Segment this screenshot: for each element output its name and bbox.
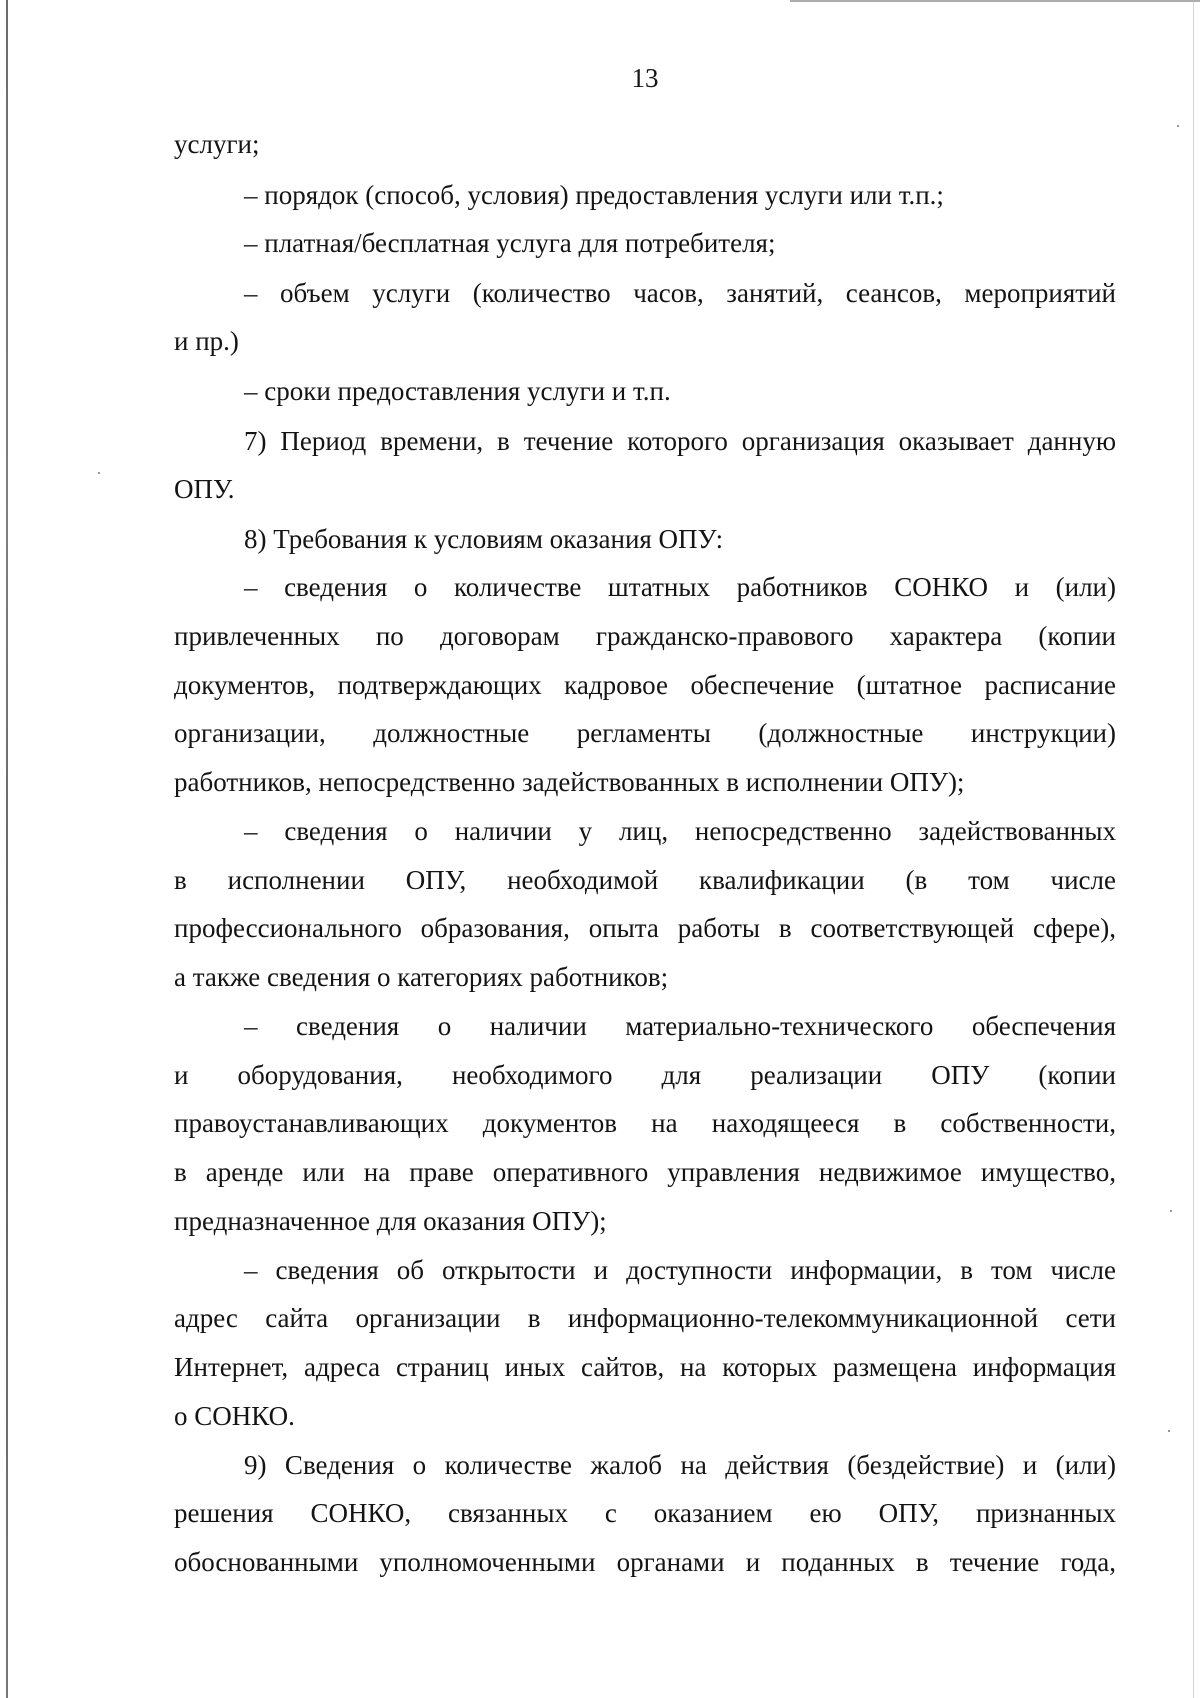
page-number: 13 (631, 63, 659, 93)
text-line: работников, непосредственно задействованных в исполнении ОПУ); (174, 767, 965, 797)
text-line: в исполнении ОПУ, необходимой квалификации (в том числе (174, 865, 1116, 895)
text-line: 9) Сведения о количестве жалоб на действия (бездействие) и (или) (244, 1450, 1116, 1480)
text-line: профессионального образования, опыта работы в соответствующей сфере), (174, 913, 1116, 943)
text-line: правоустанавливающих документов на находящееся в собственности, (174, 1108, 1116, 1138)
text-line: – сведения о наличии у лиц, непосредственно задействованных (244, 816, 1116, 846)
text-line: а также сведения о категориях работников; (174, 962, 669, 992)
text-line: – сроки предоставления услуги и т.п. (244, 376, 671, 406)
scan-speck (1177, 125, 1179, 127)
text-line: – платная/бесплатная услуга для потребителя; (244, 228, 776, 258)
text-line: документов, подтверждающих кадровое обеспечение (штатное расписание (174, 670, 1116, 700)
text-line: – сведения о количестве штатных работников СОНКО и (или) (244, 572, 1116, 602)
text-line: организации, должностные регламенты (должностные инструкции) (174, 718, 1116, 748)
text-line: адрес сайта организации в информационно-телекоммуникационной сети (174, 1303, 1116, 1333)
text-line: Интернет, адреса страниц иных сайтов, на которых размещена информация (174, 1352, 1116, 1382)
scan-right-edge (1193, 0, 1194, 1698)
scan-speck (98, 472, 100, 474)
text-line: услуги; (174, 129, 260, 159)
text-line: 7) Период времени, в течение которого организация оказывает данную (244, 426, 1116, 456)
text-line: решения СОНКО, связанных с оказанием ею ОПУ, признанных (174, 1498, 1116, 1528)
scan-binding-edge (6, 0, 8, 1698)
text-line: предназначенное для оказания ОПУ); (174, 1206, 607, 1236)
text-line: привлеченных по договорам гражданско-правового характера (копии (174, 621, 1116, 651)
scan-speck (1170, 1210, 1172, 1212)
text-line: ОПУ. (174, 474, 235, 504)
text-line: в аренде или на праве оперативного управления недвижимое имущество, (174, 1157, 1116, 1187)
scan-speck (1168, 1430, 1170, 1432)
text-line: – сведения о наличии материально-технического обеспечения (244, 1011, 1116, 1041)
text-line: и пр.) (174, 326, 239, 356)
text-line: – порядок (способ, условия) предоставления услуги или т.п.; (244, 180, 944, 210)
text-line: о СОНКО. (174, 1401, 295, 1431)
text-line: обоснованными уполномоченными органами и поданных в течение года, (174, 1547, 1116, 1577)
scan-top-edge (790, 0, 1200, 2)
text-line: – сведения об открытости и доступности информации, в том числе (244, 1255, 1116, 1285)
text-line: 8) Требования к условиям оказания ОПУ: (244, 524, 724, 554)
text-line: – объем услуги (количество часов, занятий, сеансов, мероприятий (244, 278, 1116, 308)
text-line: и оборудования, необходимого для реализации ОПУ (копии (174, 1060, 1116, 1090)
